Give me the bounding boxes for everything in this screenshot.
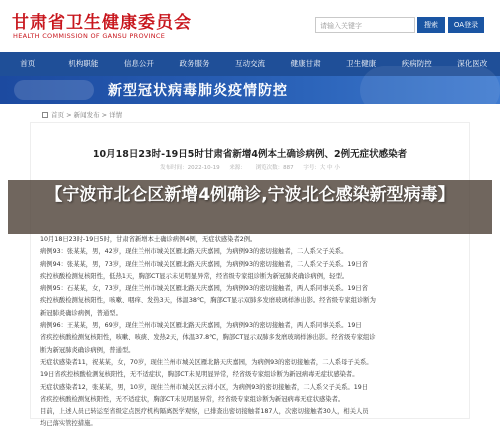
nav-item-home[interactable]: 首页 bbox=[0, 52, 56, 76]
overlay-caption: 【宁波市北仑区新增4例确诊,宁波北仑感染新型病毒】 bbox=[8, 184, 492, 207]
search-button[interactable]: 搜索 bbox=[417, 17, 445, 33]
site-logo-subtitle: HEALTH COMMISSION OF GANSU PROVINCE bbox=[13, 32, 165, 40]
article-paragraph: 目前，上述人员已转运至省级定点医疗机构隔离医学观察，已排查出密切接触者187人，次密切接触者30人，相关人员 bbox=[40, 406, 470, 418]
banner-decoration bbox=[14, 80, 94, 100]
article-paragraph: 病例95：石某某，女，73岁，现住兰州市城关区雁北路天庆嘉园，为病例93的密切接触者，两人系同事关系。19日省 bbox=[40, 283, 470, 295]
article-paragraph: 病例93：张某某，男，42岁，现住兰州市城关区雁北路天庆嘉园，为病例93的密切接触者，二人系父子关系。 bbox=[40, 246, 470, 258]
nav-item-services[interactable]: 政务服务 bbox=[167, 52, 223, 76]
article-title: 10月18日23时-19日5时甘肃省新增4例本土确诊病例、2例无症状感染者 bbox=[30, 146, 470, 160]
home-icon bbox=[42, 112, 48, 118]
nav-item-healthy-gansu[interactable]: 健康甘肃 bbox=[278, 52, 334, 76]
breadcrumb[interactable] bbox=[42, 110, 122, 119]
nav-item-disclosure[interactable]: 信息公开 bbox=[111, 52, 167, 76]
publish-date: 发布时间：2022-10-19 bbox=[160, 165, 219, 171]
font-size-switch[interactable]: 字号：大 中 小 bbox=[303, 165, 340, 171]
article-paragraph: 病例94：张某某，男，73岁，现住兰州市城关区雁北路天庆嘉园，为病例93的密切接触者，二人系父子关系。19日省 bbox=[40, 259, 470, 271]
article-paragraph: 10月18日23时-19日5时，甘肃省新增本土确诊病例4例，无症状感染者2例。 bbox=[40, 234, 470, 246]
article-paragraph: 疾控核酸检测复核阳性，低热1天，胸部CT显示未见明显异常，经省级专家组诊断为新冠肺炎确诊病例，轻型。 bbox=[40, 271, 470, 283]
covid-banner[interactable] bbox=[0, 76, 500, 104]
article-paragraph: 断为新冠肺炎确诊病例，普通型。 bbox=[40, 345, 470, 357]
search-input[interactable]: 请输入关键字 bbox=[315, 17, 415, 33]
nav-item-functions[interactable]: 机构职能 bbox=[56, 52, 112, 76]
source: 来源： bbox=[229, 165, 246, 171]
article-paragraph: 无症状感染者11，祝某某，女，70岁，现住兰州市城关区雁北路天庆嘉园，为病例93的密切接触者，二人系母子关系。 bbox=[40, 357, 470, 369]
nav-item-disease-control[interactable]: 疾病防控 bbox=[389, 52, 445, 76]
article-meta bbox=[30, 163, 470, 171]
nav-item-health[interactable]: 卫生健康 bbox=[333, 52, 389, 76]
site-header bbox=[0, 0, 500, 52]
banner-decoration bbox=[360, 66, 500, 114]
article-paragraph: 省疾控核酸检测复核阳性，咳嗽、咳痰、发热2天，体温37.8℃，胸部CT显示双肺多发磨玻璃样渗出影。经省级专家组诊 bbox=[40, 332, 470, 344]
nav-item-interaction[interactable]: 互动交流 bbox=[222, 52, 278, 76]
view-count: 浏览次数：887 bbox=[256, 165, 294, 171]
banner-title: 新型冠状病毒肺炎疫情防控 bbox=[108, 80, 288, 100]
article-paragraph: 病例96：王某某，男，69岁，现住兰州市城关区雁北路天庆嘉园，为病例93的密切接触者，两人系同事关系。19日 bbox=[40, 320, 470, 332]
article-paragraph: 19日省疾控核酸检测复核阳性，无不适症状，胸部CT未见明显异常，经省级专家组诊断为新冠病毒无症状感染者。 bbox=[40, 369, 470, 381]
nav-item-reform[interactable]: 深化医改 bbox=[445, 52, 500, 76]
article-paragraph: 疾控核酸检测复核阳性，咳嗽、咽痒、发热3天，体温38℃，胸部CT显示双肺多发磨玻璃样渗出影。经省级专家组诊断为 bbox=[40, 295, 470, 307]
oa-login-button[interactable]: OA登录 bbox=[448, 17, 484, 33]
article-paragraph: 无症状感染者12，张某某，男，10岁，现住兰州市城关区云祥小区，为病例93的密切接触者，二人系父子关系。19日 bbox=[40, 382, 470, 394]
article-paragraph: 新冠肺炎确诊病例，普通型。 bbox=[40, 308, 470, 320]
article-paragraph: 省疾控核酸检测复核阳性，无不适症状，胸部CT未见明显异常，经省级专家组诊断为新冠病毒无症状感染者。 bbox=[40, 394, 470, 406]
article-paragraph: 均已落实管控措施。 bbox=[40, 418, 470, 430]
article-body bbox=[40, 234, 470, 431]
breadcrumb-text[interactable]: 首页 > 新闻发布 > 详情 bbox=[51, 111, 122, 119]
site-logo-title[interactable]: 甘肃省卫生健康委员会 bbox=[12, 8, 192, 33]
